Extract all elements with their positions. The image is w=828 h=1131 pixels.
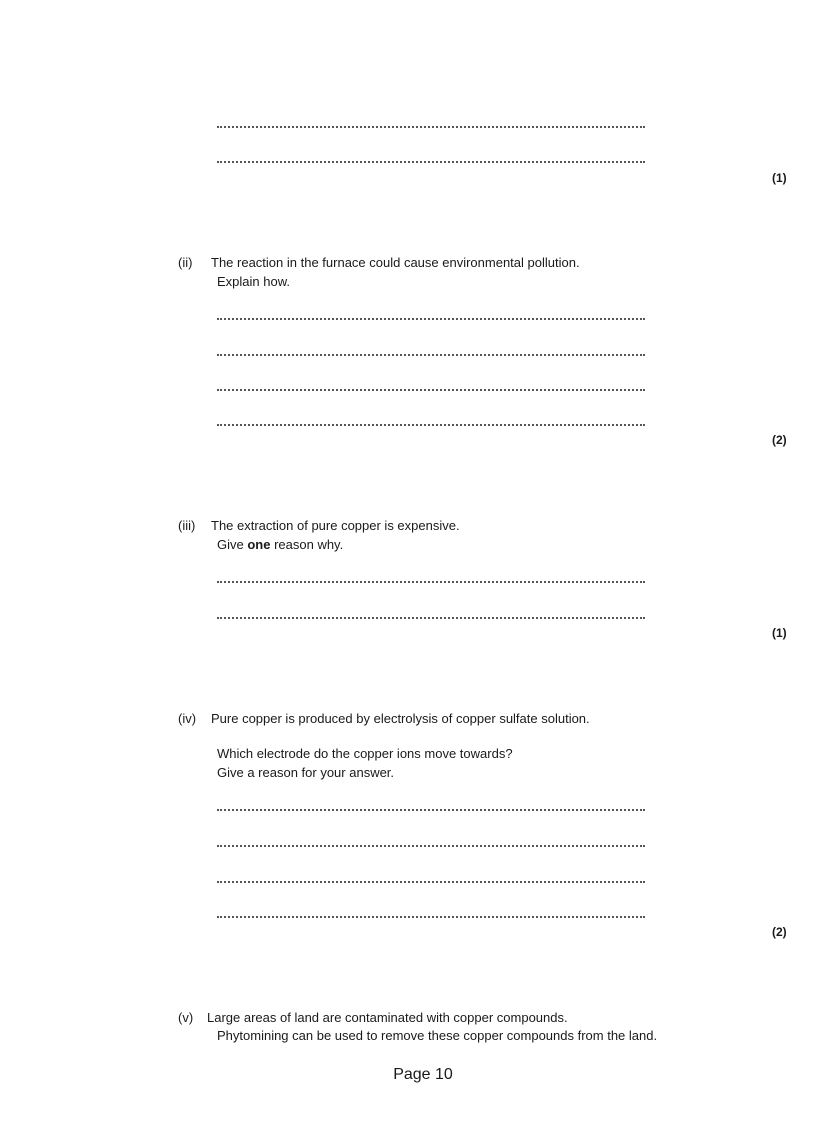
answer-line[interactable] <box>217 916 645 918</box>
question-number: (iii) <box>178 518 196 533</box>
answer-line[interactable] <box>217 126 645 128</box>
answer-line[interactable] <box>217 617 645 619</box>
question-instruction: Explain how. <box>217 274 290 289</box>
answer-line[interactable] <box>217 424 645 426</box>
question-instruction: Give a reason for your answer. <box>217 765 395 780</box>
answer-line[interactable] <box>217 881 645 883</box>
question-text: Phytomining can be used to remove these copper compounds from the land. <box>217 1028 658 1043</box>
question-number: (v) <box>178 1010 194 1025</box>
instruction-text: Give <box>217 537 248 552</box>
question-text: Pure copper is produced by electrolysis of copper sulfate solution. <box>211 711 590 726</box>
marks-label: (2) <box>772 433 787 447</box>
answer-line[interactable] <box>217 809 645 811</box>
answer-line[interactable] <box>217 318 645 320</box>
question-text: Large areas of land are contaminated with copper compounds. <box>207 1010 568 1025</box>
marks-label: (1) <box>772 626 787 640</box>
answer-line[interactable] <box>217 354 645 356</box>
marks-label: (1) <box>772 171 787 185</box>
marks-label: (2) <box>772 925 787 939</box>
question-number: (iv) <box>178 711 197 726</box>
answer-line[interactable] <box>217 161 645 163</box>
question-text: The reaction in the furnace could cause environmental pollution. <box>211 255 580 270</box>
instruction-emphasis: one <box>247 537 271 552</box>
question-text: Which electrode do the copper ions move towards? <box>217 746 513 761</box>
question-text: The extraction of pure copper is expensive. <box>211 518 460 533</box>
answer-line[interactable] <box>217 581 645 583</box>
answer-line[interactable] <box>217 845 645 847</box>
page-number: Page 10 <box>393 1066 453 1083</box>
instruction-text: reason why. <box>270 537 344 552</box>
answer-line[interactable] <box>217 389 645 391</box>
question-number: (ii) <box>178 255 193 270</box>
question-instruction <box>217 537 343 553</box>
